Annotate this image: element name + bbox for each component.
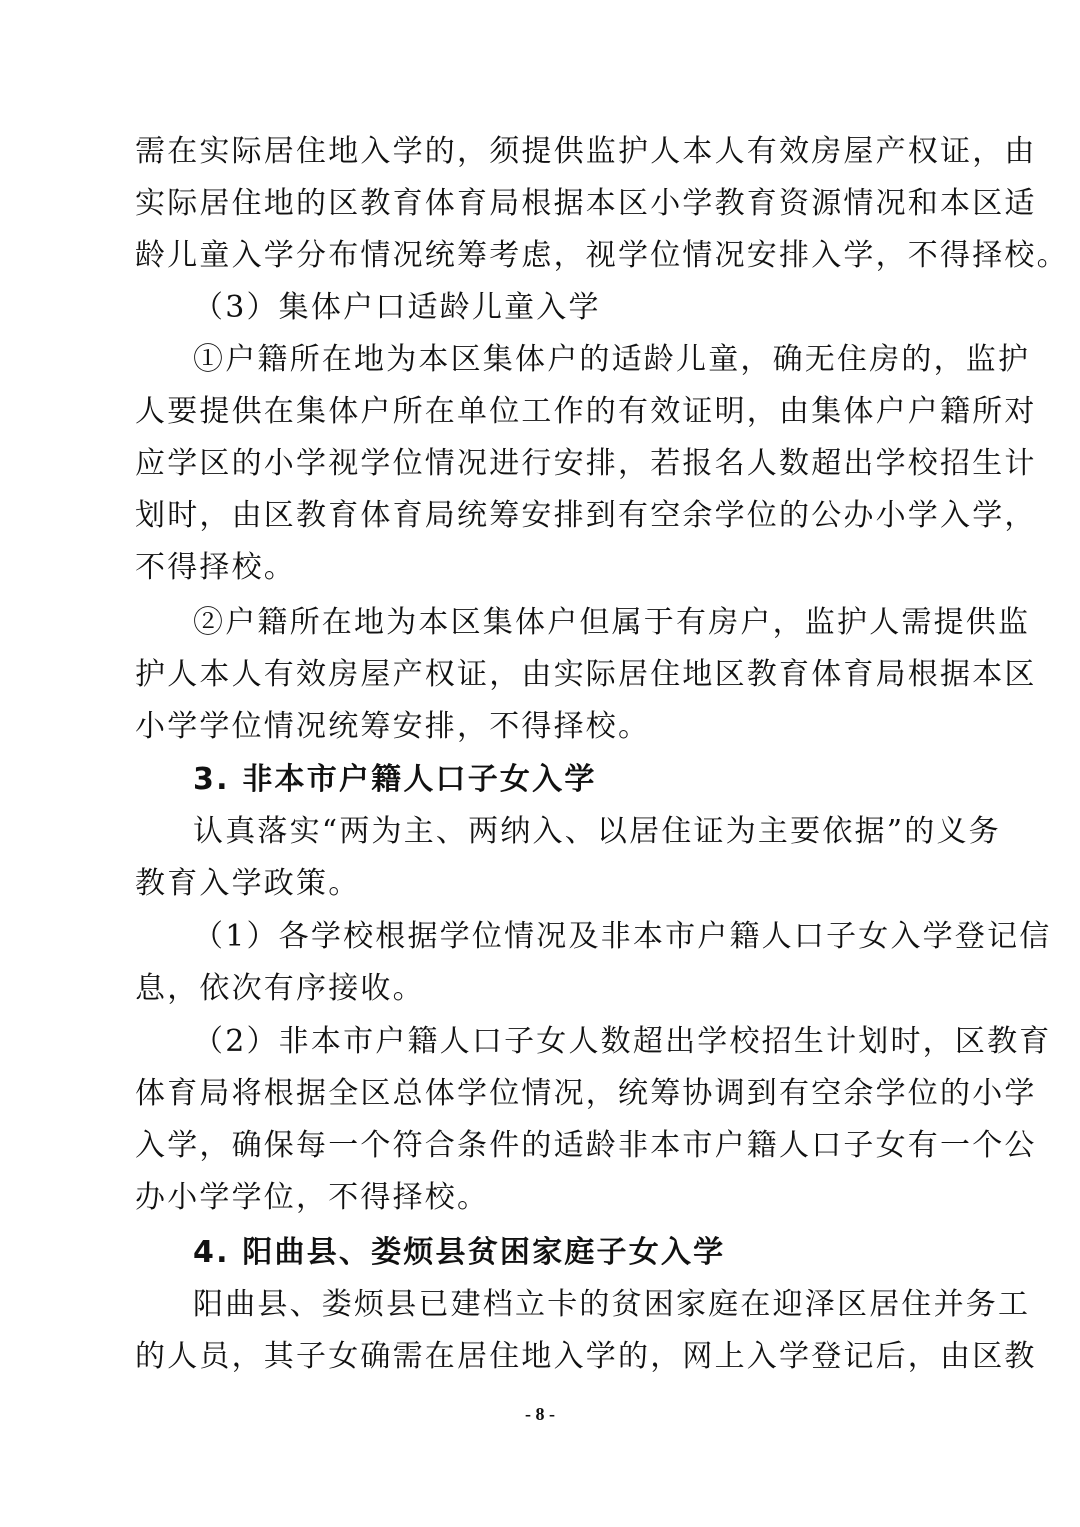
text-line-20: 入学，确保每一个符合条件的适龄非本市户籍人口子女有一个公 bbox=[135, 1128, 1037, 1163]
text-line-15: 教育入学政策。 bbox=[135, 866, 361, 901]
section-heading-3: 3. 非本市户籍人口子女入学 bbox=[193, 762, 597, 797]
text-line-21: 办小学学位，不得择校。 bbox=[135, 1180, 490, 1215]
text-line-12: 小学学位情况统筹安排，不得择校。 bbox=[135, 709, 651, 744]
text-line-23: 阳曲县、娄烦县已建档立卡的贫困家庭在迎泽区居住并务工 bbox=[193, 1287, 1031, 1322]
text-line-10: ②户籍所在地为本区集体户但属于有房户，监护人需提供监 bbox=[193, 605, 1031, 640]
text-line-6: 人要提供在集体户所在单位工作的有效证明，由集体户户籍所对 bbox=[135, 394, 1037, 429]
text-line-19: 体育局将根据全区总体学位情况，统筹协调到有空余学位的小学 bbox=[135, 1076, 1037, 1111]
text-line-2: 实际居住地的区教育体育局根据本区小学教育资源情况和本区适 bbox=[135, 186, 1037, 221]
text-line-17: 息，依次有序接收。 bbox=[135, 971, 425, 1006]
text-line-1: 需在实际居住地入学的，须提供监护人本人有效房屋产权证，由 bbox=[135, 134, 1037, 169]
text-line-14: 认真落实“两为主、两纳入、以居住证为主要依据”的义务 bbox=[193, 814, 1001, 849]
text-line-16: （1）各学校根据学位情况及非本市户籍人口子女入学登记信 bbox=[193, 919, 1052, 954]
text-line-9: 不得择校。 bbox=[135, 550, 296, 585]
text-line-3: 龄儿童入学分布情况统筹考虑，视学位情况安排入学，不得择校。 bbox=[135, 238, 1069, 273]
text-line-18: （2）非本市户籍人口子女人数超出学校招生计划时，区教育 bbox=[193, 1024, 1052, 1059]
text-line-11: 护人本人有效房屋产权证，由实际居住地区教育体育局根据本区 bbox=[135, 657, 1037, 692]
text-line-24: 的人员，其子女确需在居住地入学的，网上入学登记后，由区教 bbox=[135, 1339, 1037, 1374]
text-line-7: 应学区的小学视学位情况进行安排，若报名人数超出学校招生计 bbox=[135, 446, 1037, 481]
text-line-5: ①户籍所在地为本区集体户的适龄儿童，确无住房的，监护 bbox=[193, 342, 1031, 377]
page-number: - 8 - bbox=[525, 1404, 555, 1424]
text-line-8: 划时，由区教育体育局统筹安排到有空余学位的公办小学入学， bbox=[135, 498, 1037, 533]
subheading-collective-household: （3）集体户口适龄儿童入学 bbox=[193, 290, 601, 325]
section-heading-4: 4. 阳曲县、娄烦县贫困家庭子女入学 bbox=[193, 1235, 726, 1270]
